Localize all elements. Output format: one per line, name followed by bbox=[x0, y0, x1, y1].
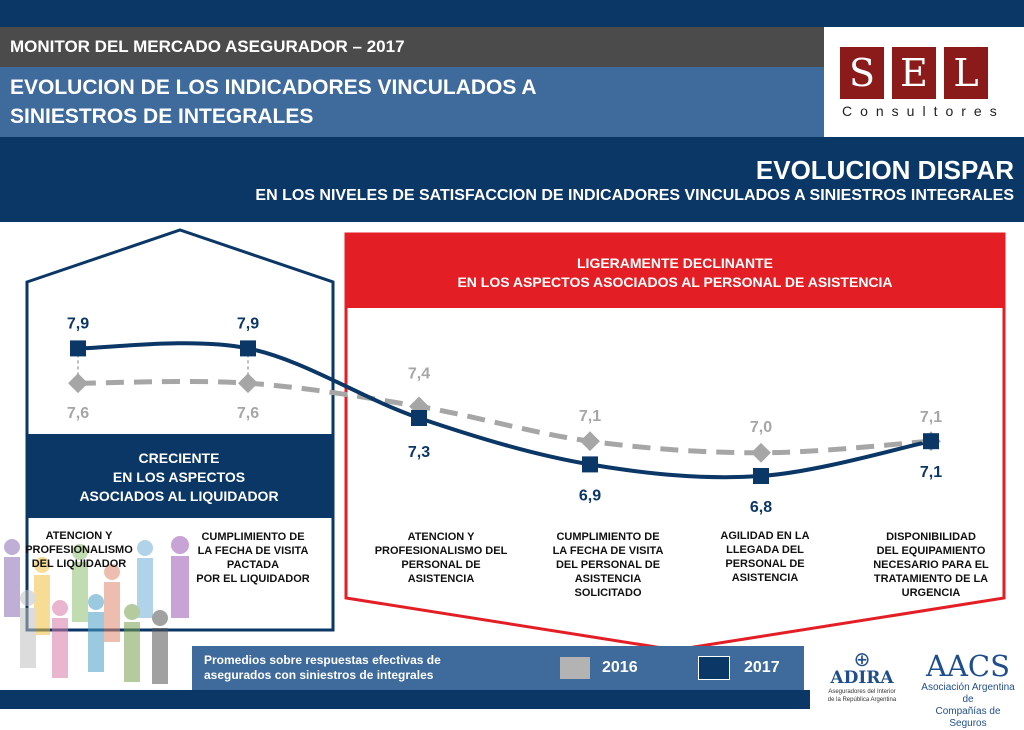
series-2016-label-6: 7,1 bbox=[919, 409, 943, 427]
series-2017-label-6: 7,1 bbox=[919, 464, 943, 482]
category-label-1-line2: PROFESIONALISMO bbox=[25, 544, 133, 556]
series-2017-point-1 bbox=[70, 340, 86, 356]
series-2016-label-2: 7,6 bbox=[236, 405, 260, 423]
category-label-2-line1: CUMPLIMIENTO DE bbox=[201, 531, 305, 543]
red-panel-title-line2: EN LOS ASPECTOS ASOCIADOS AL PERSONAL DE ASISTENCIA bbox=[457, 274, 893, 290]
headline-banner bbox=[0, 137, 1024, 222]
legend-bar bbox=[192, 646, 804, 690]
category-label-4-line4: ASISTENCIA bbox=[574, 573, 642, 585]
category-label-5-line4: ASISTENCIA bbox=[731, 572, 799, 584]
category-label-3-line3: PERSONAL DE bbox=[401, 559, 481, 571]
category-label-4-line1: CUMPLIMIENTO DE bbox=[556, 531, 660, 543]
category-label-4-line3: DEL PERSONAL DE bbox=[555, 559, 661, 571]
category-label-3 bbox=[366, 530, 516, 586]
category-label-6 bbox=[856, 530, 1006, 600]
category-label-6-line1: DISPONIBILIDAD bbox=[886, 531, 976, 543]
category-label-1-line3: DEL LIQUIDADOR bbox=[31, 558, 127, 570]
category-label-4-line5: SOLICITADO bbox=[574, 587, 642, 599]
legend-swatch-2016 bbox=[560, 657, 590, 679]
category-label-5-line3: PERSONAL DE bbox=[725, 558, 805, 570]
legend-note bbox=[204, 653, 441, 683]
series-2017-label-4: 6,9 bbox=[578, 487, 602, 505]
red-panel-title-line1: LIGERAMENTE DECLINANTE bbox=[577, 255, 773, 271]
category-label-6-line3: NECESARIO PARA EL bbox=[873, 559, 989, 571]
adira-logo bbox=[822, 649, 902, 704]
series-2017-point-3 bbox=[411, 410, 427, 426]
sel-logo-subtitle: Consultores bbox=[842, 103, 1005, 119]
category-label-4-line2: LA FECHA DE VISITA bbox=[552, 545, 664, 557]
category-label-6-line4: TRATAMIENTO DE LA bbox=[873, 573, 989, 585]
series-2017-label-1: 7,9 bbox=[66, 315, 90, 333]
adira-emblem-icon: ⊕ bbox=[853, 649, 871, 671]
category-label-5-line1: AGILIDAD EN LA bbox=[720, 530, 810, 542]
legend-label-2016: 2016 bbox=[602, 659, 638, 676]
series-2017-point-5 bbox=[753, 468, 769, 484]
legend-label-2017: 2017 bbox=[744, 659, 780, 676]
sel-letter-s: S bbox=[840, 47, 884, 99]
footer-band bbox=[0, 690, 810, 709]
series-2016-point-5 bbox=[751, 443, 771, 463]
series-2017-label-5: 6,8 bbox=[749, 499, 773, 516]
series-2016-point-4 bbox=[580, 431, 600, 451]
adira-sub2: de la República Argentina bbox=[827, 697, 897, 703]
category-label-6-line5: URGENCIA bbox=[901, 587, 961, 599]
legend-note-line2: asegurados con siniestros de integrales bbox=[204, 668, 434, 682]
sel-letter-l: L bbox=[944, 47, 988, 99]
category-label-5-line2: LLEGADA DEL bbox=[726, 544, 804, 556]
series-2017-label-3: 7,3 bbox=[407, 444, 431, 461]
series-2017-point-2 bbox=[240, 340, 256, 356]
category-label-2-line4: POR EL LIQUIDADOR bbox=[196, 573, 310, 585]
sel-logo bbox=[824, 27, 1024, 137]
blue-panel-title bbox=[28, 434, 330, 518]
category-label-1 bbox=[4, 529, 154, 571]
legend-swatch-2017 bbox=[698, 656, 730, 680]
sel-logo-letters bbox=[840, 47, 988, 99]
series-2016-point-1 bbox=[68, 373, 88, 393]
monitor-title: MONITOR DEL MERCADO ASEGURADOR – 2017 bbox=[0, 27, 824, 67]
blue-panel-title-line2: EN LOS ASPECTOS bbox=[112, 469, 246, 485]
adira-sub1: Aseguradores del Interior bbox=[828, 689, 896, 695]
red-panel-title bbox=[346, 234, 1004, 308]
aacs-sub1: Asociación Argentina de bbox=[921, 682, 1015, 705]
category-label-1-line1: ATENCION Y bbox=[45, 530, 113, 542]
adira-name: ADIRA bbox=[830, 668, 894, 688]
category-label-2-line3: PACTADA bbox=[226, 559, 280, 571]
category-label-2-line2: LA FECHA DE VISITA bbox=[197, 545, 309, 557]
blue-panel-title-line3: ASOCIADOS AL LIQUIDADOR bbox=[79, 488, 279, 504]
subheadline: EN LOS NIVELES DE SATISFACCION DE INDICADORES VINCULADOS A SINIESTROS INTEGRALES bbox=[255, 187, 1014, 204]
series-2016-label-3: 7,4 bbox=[407, 365, 431, 383]
series-2016-label-1: 7,6 bbox=[66, 405, 90, 423]
legend-note-line1: Promedios sobre respuestas efectivas de bbox=[204, 653, 441, 667]
blue-panel-title-line1: CRECIENTE bbox=[138, 450, 220, 466]
category-label-5 bbox=[690, 529, 840, 585]
category-label-3-line4: ASISTENCIA bbox=[407, 573, 475, 585]
series-2017-point-6 bbox=[923, 433, 939, 449]
series-2017-label-2: 7,9 bbox=[236, 315, 260, 333]
category-label-2 bbox=[178, 530, 328, 586]
top-bar bbox=[0, 0, 1024, 27]
page-title-line2: SINIESTROS DE INTEGRALES bbox=[10, 105, 314, 128]
aacs-sub2: Compañías de Seguros bbox=[935, 706, 1001, 729]
headline: EVOLUCION DISPAR bbox=[755, 155, 1014, 185]
series-2016-label-5: 7,0 bbox=[749, 418, 773, 436]
page-title-line1: EVOLUCION DE LOS INDICADORES VINCULADOS A bbox=[10, 76, 537, 99]
series-2017-point-4 bbox=[582, 456, 598, 472]
series-2016-point-2 bbox=[238, 373, 258, 393]
series-2016-label-4: 7,1 bbox=[578, 408, 602, 426]
aacs-name: AACS bbox=[926, 649, 1010, 683]
category-label-3-line1: ATENCION Y bbox=[407, 531, 475, 543]
aacs-logo bbox=[916, 650, 1020, 730]
category-label-6-line2: DEL EQUIPAMIENTO bbox=[876, 545, 986, 557]
category-label-3-line2: PROFESIONALISMO DEL bbox=[374, 545, 508, 557]
sel-letter-e: E bbox=[892, 47, 936, 99]
page-title bbox=[0, 67, 824, 137]
category-label-4 bbox=[533, 530, 683, 600]
